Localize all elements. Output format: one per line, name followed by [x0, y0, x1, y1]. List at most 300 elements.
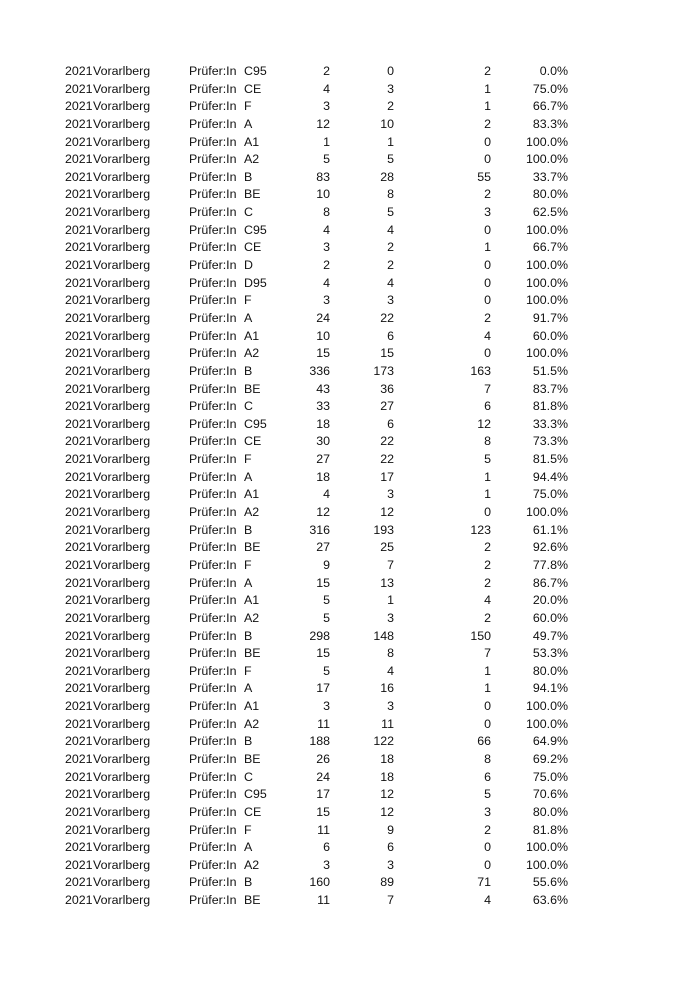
table-row: [0, 822, 700, 840]
license-class-cell: A1: [244, 487, 260, 502]
pass-rate-cell: 70.6%: [532, 787, 568, 802]
license-class-cell: BE: [244, 646, 261, 661]
year-cell: 2021: [65, 893, 93, 908]
role-cell: Prüfer:In: [189, 381, 237, 396]
failed-count-cell: 0: [484, 840, 491, 855]
region-cell: Vorarlberg: [93, 469, 151, 484]
table-row: [0, 433, 700, 451]
passed-count-cell: 18: [380, 769, 394, 784]
total-count-cell: 15: [316, 575, 330, 590]
year-cell: 2021: [65, 116, 93, 131]
total-count-cell: 17: [316, 681, 330, 696]
license-class-cell: B: [244, 169, 253, 184]
pass-rate-cell: 100.0%: [525, 840, 568, 855]
license-class-cell: A1: [244, 593, 260, 608]
total-count-cell: 160: [309, 875, 330, 890]
region-cell: Vorarlberg: [93, 681, 151, 696]
region-cell: Vorarlberg: [93, 434, 151, 449]
failed-count-cell: 7: [484, 381, 491, 396]
passed-count-cell: 11: [381, 716, 394, 731]
pass-rate-cell: 60.0%: [532, 610, 568, 625]
pass-rate-cell: 100.0%: [525, 346, 568, 361]
year-cell: 2021: [65, 64, 93, 78]
failed-count-cell: 0: [484, 152, 491, 167]
year-cell: 2021: [65, 434, 93, 449]
pass-rate-cell: 81.5%: [532, 452, 568, 467]
table-row: [0, 628, 700, 646]
passed-count-cell: 3: [387, 81, 394, 96]
region-cell: Vorarlberg: [93, 734, 151, 749]
total-count-cell: 5: [323, 152, 330, 167]
region-cell: Vorarlberg: [93, 258, 151, 273]
region-cell: Vorarlberg: [93, 293, 151, 308]
region-cell: Vorarlberg: [93, 399, 151, 414]
table-row: [0, 716, 700, 734]
passed-count-cell: 12: [380, 505, 394, 520]
role-cell: Prüfer:In: [189, 434, 237, 449]
pass-rate-cell: 100.0%: [525, 505, 568, 520]
region-cell: Vorarlberg: [93, 575, 151, 590]
year-cell: 2021: [65, 610, 93, 625]
passed-count-cell: 27: [380, 399, 394, 414]
license-class-cell: C: [244, 399, 253, 414]
table-row: [0, 680, 700, 698]
license-class-cell: A: [244, 116, 253, 131]
failed-count-cell: 8: [484, 434, 491, 449]
year-cell: 2021: [65, 769, 93, 784]
license-class-cell: F: [244, 452, 252, 467]
total-count-cell: 4: [323, 222, 330, 237]
license-class-cell: CE: [244, 804, 262, 819]
passed-count-cell: 3: [387, 487, 394, 502]
pass-rate-cell: 75.0%: [532, 81, 568, 96]
role-cell: Prüfer:In: [189, 663, 237, 678]
table-row: [0, 663, 700, 681]
table-row: [0, 275, 700, 293]
year-cell: 2021: [65, 134, 93, 149]
failed-count-cell: 12: [477, 416, 491, 431]
table-row: [0, 98, 700, 116]
failed-count-cell: 66: [477, 734, 491, 749]
failed-count-cell: 2: [484, 557, 491, 572]
failed-count-cell: 0: [484, 857, 491, 872]
total-count-cell: 43: [316, 381, 330, 396]
failed-count-cell: 8: [484, 751, 491, 766]
table-row: [0, 522, 700, 540]
pass-rate-cell: 75.0%: [532, 769, 568, 784]
failed-count-cell: 2: [484, 64, 491, 78]
year-cell: 2021: [65, 734, 93, 749]
table-row: [0, 786, 700, 804]
failed-count-cell: 0: [484, 134, 491, 149]
passed-count-cell: 13: [380, 575, 394, 590]
role-cell: Prüfer:In: [189, 205, 237, 220]
failed-count-cell: 4: [484, 328, 491, 343]
license-class-cell: BE: [244, 751, 261, 766]
table-row: [0, 204, 700, 222]
table-row: [0, 257, 700, 275]
pass-rate-cell: 66.7%: [532, 99, 568, 114]
table-row: [0, 363, 700, 381]
region-cell: Vorarlberg: [93, 205, 151, 220]
passed-count-cell: 10: [380, 116, 394, 131]
total-count-cell: 3: [323, 99, 330, 114]
table-row: [0, 451, 700, 469]
license-class-cell: A2: [244, 716, 260, 731]
region-cell: Vorarlberg: [93, 751, 151, 766]
total-count-cell: 30: [316, 434, 330, 449]
pass-rate-cell: 94.4%: [532, 469, 568, 484]
passed-count-cell: 9: [387, 822, 394, 837]
region-cell: Vorarlberg: [93, 222, 151, 237]
passed-count-cell: 2: [387, 99, 394, 114]
license-class-cell: F: [244, 663, 252, 678]
year-cell: 2021: [65, 487, 93, 502]
region-cell: Vorarlberg: [93, 875, 151, 890]
license-class-cell: A: [244, 310, 253, 325]
year-cell: 2021: [65, 187, 93, 202]
pass-rate-cell: 20.0%: [532, 593, 568, 608]
failed-count-cell: 1: [484, 663, 491, 678]
year-cell: 2021: [65, 699, 93, 714]
pass-rate-cell: 53.3%: [532, 646, 568, 661]
failed-count-cell: 0: [484, 293, 491, 308]
role-cell: Prüfer:In: [189, 99, 237, 114]
total-count-cell: 11: [317, 893, 330, 908]
license-class-cell: B: [244, 875, 253, 890]
year-cell: 2021: [65, 593, 93, 608]
pass-rate-cell: 33.3%: [532, 416, 568, 431]
region-cell: Vorarlberg: [93, 416, 151, 431]
total-count-cell: 10: [316, 187, 330, 202]
passed-count-cell: 12: [380, 804, 394, 819]
table-row: [0, 186, 700, 204]
year-cell: 2021: [65, 240, 93, 255]
failed-count-cell: 0: [484, 258, 491, 273]
pass-rate-cell: 0.0%: [539, 64, 568, 78]
pass-rate-cell: 69.2%: [532, 751, 568, 766]
role-cell: Prüfer:In: [189, 346, 237, 361]
passed-count-cell: 1: [387, 593, 394, 608]
passed-count-cell: 4: [387, 222, 394, 237]
total-count-cell: 3: [323, 857, 330, 872]
role-cell: Prüfer:In: [189, 751, 237, 766]
passed-count-cell: 5: [387, 205, 394, 220]
region-cell: Vorarlberg: [93, 452, 151, 467]
total-count-cell: 4: [323, 275, 330, 290]
region-cell: Vorarlberg: [93, 557, 151, 572]
failed-count-cell: 0: [484, 699, 491, 714]
region-cell: Vorarlberg: [93, 99, 151, 114]
role-cell: Prüfer:In: [189, 64, 237, 78]
region-cell: Vorarlberg: [93, 134, 151, 149]
table-row: [0, 328, 700, 346]
role-cell: Prüfer:In: [189, 575, 237, 590]
region-cell: Vorarlberg: [93, 487, 151, 502]
year-cell: 2021: [65, 99, 93, 114]
license-class-cell: A1: [244, 328, 260, 343]
total-count-cell: 11: [317, 822, 330, 837]
region-cell: Vorarlberg: [93, 363, 151, 378]
failed-count-cell: 5: [484, 452, 491, 467]
passed-count-cell: 2: [387, 240, 394, 255]
passed-count-cell: 8: [387, 187, 394, 202]
year-cell: 2021: [65, 222, 93, 237]
year-cell: 2021: [65, 381, 93, 396]
table-row: [0, 486, 700, 504]
passed-count-cell: 18: [380, 751, 394, 766]
total-count-cell: 27: [316, 452, 330, 467]
region-cell: Vorarlberg: [93, 328, 151, 343]
table-row: [0, 63, 700, 81]
pass-rate-cell: 63.6%: [532, 893, 568, 908]
pass-rate-cell: 51.5%: [532, 363, 568, 378]
region-cell: Vorarlberg: [93, 381, 151, 396]
year-cell: 2021: [65, 205, 93, 220]
failed-count-cell: 0: [484, 275, 491, 290]
passed-count-cell: 15: [380, 346, 394, 361]
year-cell: 2021: [65, 416, 93, 431]
license-class-cell: CE: [244, 81, 262, 96]
passed-count-cell: 148: [373, 628, 394, 643]
passed-count-cell: 22: [380, 452, 394, 467]
passed-count-cell: 22: [380, 434, 394, 449]
total-count-cell: 5: [323, 663, 330, 678]
license-class-cell: A2: [244, 857, 260, 872]
pass-rate-cell: 91.7%: [532, 310, 568, 325]
pass-rate-cell: 92.6%: [532, 540, 568, 555]
total-count-cell: 33: [316, 399, 330, 414]
total-count-cell: 298: [309, 628, 330, 643]
year-cell: 2021: [65, 628, 93, 643]
license-class-cell: A: [244, 681, 253, 696]
role-cell: Prüfer:In: [189, 487, 237, 502]
role-cell: Prüfer:In: [189, 875, 237, 890]
table-row: [0, 592, 700, 610]
region-cell: Vorarlberg: [93, 275, 151, 290]
failed-count-cell: 1: [484, 240, 491, 255]
license-class-cell: D: [244, 258, 253, 273]
passed-count-cell: 3: [387, 293, 394, 308]
passed-count-cell: 5: [387, 152, 394, 167]
passed-count-cell: 7: [387, 557, 394, 572]
year-cell: 2021: [65, 152, 93, 167]
total-count-cell: 2: [323, 258, 330, 273]
total-count-cell: 336: [309, 363, 330, 378]
license-class-cell: A2: [244, 346, 260, 361]
total-count-cell: 6: [323, 840, 330, 855]
year-cell: 2021: [65, 346, 93, 361]
role-cell: Prüfer:In: [189, 328, 237, 343]
pass-rate-cell: 81.8%: [532, 399, 568, 414]
pass-rate-cell: 83.7%: [532, 381, 568, 396]
passed-count-cell: 12: [380, 787, 394, 802]
role-cell: Prüfer:In: [189, 787, 237, 802]
license-class-cell: C95: [244, 64, 267, 78]
passed-count-cell: 2: [387, 258, 394, 273]
region-cell: Vorarlberg: [93, 593, 151, 608]
role-cell: Prüfer:In: [189, 593, 237, 608]
table-row: [0, 469, 700, 487]
pass-rate-cell: 100.0%: [525, 699, 568, 714]
table-row: [0, 857, 700, 875]
region-cell: Vorarlberg: [93, 81, 151, 96]
role-cell: Prüfer:In: [189, 893, 237, 908]
passed-count-cell: 22: [380, 310, 394, 325]
passed-count-cell: 16: [380, 681, 394, 696]
pass-rate-cell: 100.0%: [525, 222, 568, 237]
pass-rate-cell: 73.3%: [532, 434, 568, 449]
pass-rate-cell: 100.0%: [525, 134, 568, 149]
license-class-cell: B: [244, 734, 253, 749]
failed-count-cell: 1: [484, 469, 491, 484]
year-cell: 2021: [65, 399, 93, 414]
pass-rate-cell: 61.1%: [532, 522, 568, 537]
table-row: [0, 698, 700, 716]
failed-count-cell: 55: [477, 169, 491, 184]
year-cell: 2021: [65, 804, 93, 819]
license-class-cell: BE: [244, 893, 261, 908]
total-count-cell: 2: [323, 64, 330, 78]
table-row: [0, 134, 700, 152]
role-cell: Prüfer:In: [189, 557, 237, 572]
role-cell: Prüfer:In: [189, 857, 237, 872]
table-row: [0, 239, 700, 257]
role-cell: Prüfer:In: [189, 699, 237, 714]
year-cell: 2021: [65, 169, 93, 184]
region-cell: Vorarlberg: [93, 857, 151, 872]
passed-count-cell: 1: [387, 134, 394, 149]
failed-count-cell: 71: [477, 875, 491, 890]
license-class-cell: F: [244, 557, 252, 572]
failed-count-cell: 1: [484, 681, 491, 696]
year-cell: 2021: [65, 822, 93, 837]
pass-rate-cell: 100.0%: [525, 293, 568, 308]
total-count-cell: 8: [323, 205, 330, 220]
passed-count-cell: 3: [387, 699, 394, 714]
total-count-cell: 24: [316, 310, 330, 325]
region-cell: Vorarlberg: [93, 310, 151, 325]
license-class-cell: CE: [244, 434, 262, 449]
failed-count-cell: 1: [484, 99, 491, 114]
role-cell: Prüfer:In: [189, 505, 237, 520]
total-count-cell: 11: [317, 716, 330, 731]
year-cell: 2021: [65, 275, 93, 290]
table-row: [0, 769, 700, 787]
total-count-cell: 15: [316, 804, 330, 819]
failed-count-cell: 1: [484, 487, 491, 502]
year-cell: 2021: [65, 875, 93, 890]
failed-count-cell: 2: [484, 310, 491, 325]
pass-rate-cell: 94.1%: [532, 681, 568, 696]
region-cell: Vorarlberg: [93, 787, 151, 802]
region-cell: Vorarlberg: [93, 169, 151, 184]
region-cell: Vorarlberg: [93, 240, 151, 255]
license-class-cell: D95: [244, 275, 267, 290]
table-row: [0, 575, 700, 593]
pass-rate-cell: 80.0%: [532, 804, 568, 819]
pass-rate-cell: 64.9%: [532, 734, 568, 749]
license-class-cell: BE: [244, 540, 261, 555]
year-cell: 2021: [65, 540, 93, 555]
passed-count-cell: 6: [387, 840, 394, 855]
total-count-cell: 17: [316, 787, 330, 802]
year-cell: 2021: [65, 663, 93, 678]
passed-count-cell: 8: [387, 646, 394, 661]
role-cell: Prüfer:In: [189, 152, 237, 167]
total-count-cell: 5: [323, 610, 330, 625]
table-row: [0, 610, 700, 628]
table-row: [0, 151, 700, 169]
passed-count-cell: 89: [380, 875, 394, 890]
pass-rate-cell: 86.7%: [532, 575, 568, 590]
total-count-cell: 188: [309, 734, 330, 749]
table-row: [0, 169, 700, 187]
total-count-cell: 26: [316, 751, 330, 766]
failed-count-cell: 2: [484, 610, 491, 625]
table-row: [0, 804, 700, 822]
table-row: [0, 381, 700, 399]
table-row: [0, 892, 700, 910]
year-cell: 2021: [65, 681, 93, 696]
region-cell: Vorarlberg: [93, 505, 151, 520]
total-count-cell: 316: [309, 522, 330, 537]
failed-count-cell: 2: [484, 116, 491, 131]
role-cell: Prüfer:In: [189, 187, 237, 202]
failed-count-cell: 2: [484, 540, 491, 555]
passed-count-cell: 4: [387, 663, 394, 678]
year-cell: 2021: [65, 751, 93, 766]
license-class-cell: C: [244, 205, 253, 220]
passed-count-cell: 193: [373, 522, 394, 537]
total-count-cell: 12: [316, 116, 330, 131]
year-cell: 2021: [65, 857, 93, 872]
role-cell: Prüfer:In: [189, 240, 237, 255]
role-cell: Prüfer:In: [189, 222, 237, 237]
license-class-cell: B: [244, 628, 253, 643]
year-cell: 2021: [65, 522, 93, 537]
region-cell: Vorarlberg: [93, 646, 151, 661]
role-cell: Prüfer:In: [189, 522, 237, 537]
failed-count-cell: 163: [470, 363, 491, 378]
role-cell: Prüfer:In: [189, 540, 237, 555]
role-cell: Prüfer:In: [189, 628, 237, 643]
table-row: [0, 222, 700, 240]
license-class-cell: BE: [244, 187, 261, 202]
total-count-cell: 4: [323, 487, 330, 502]
license-class-cell: BE: [244, 381, 261, 396]
failed-count-cell: 123: [470, 522, 491, 537]
total-count-cell: 24: [316, 769, 330, 784]
license-class-cell: A2: [244, 505, 260, 520]
license-class-cell: B: [244, 522, 253, 537]
failed-count-cell: 6: [484, 399, 491, 414]
region-cell: Vorarlberg: [93, 346, 151, 361]
data-table: [0, 63, 700, 910]
license-class-cell: F: [244, 99, 252, 114]
role-cell: Prüfer:In: [189, 293, 237, 308]
license-class-cell: A2: [244, 152, 260, 167]
role-cell: Prüfer:In: [189, 399, 237, 414]
region-cell: Vorarlberg: [93, 840, 151, 855]
total-count-cell: 18: [316, 469, 330, 484]
passed-count-cell: 0: [387, 64, 394, 78]
role-cell: Prüfer:In: [189, 275, 237, 290]
region-cell: Vorarlberg: [93, 152, 151, 167]
table-row: [0, 733, 700, 751]
total-count-cell: 5: [323, 593, 330, 608]
year-cell: 2021: [65, 787, 93, 802]
